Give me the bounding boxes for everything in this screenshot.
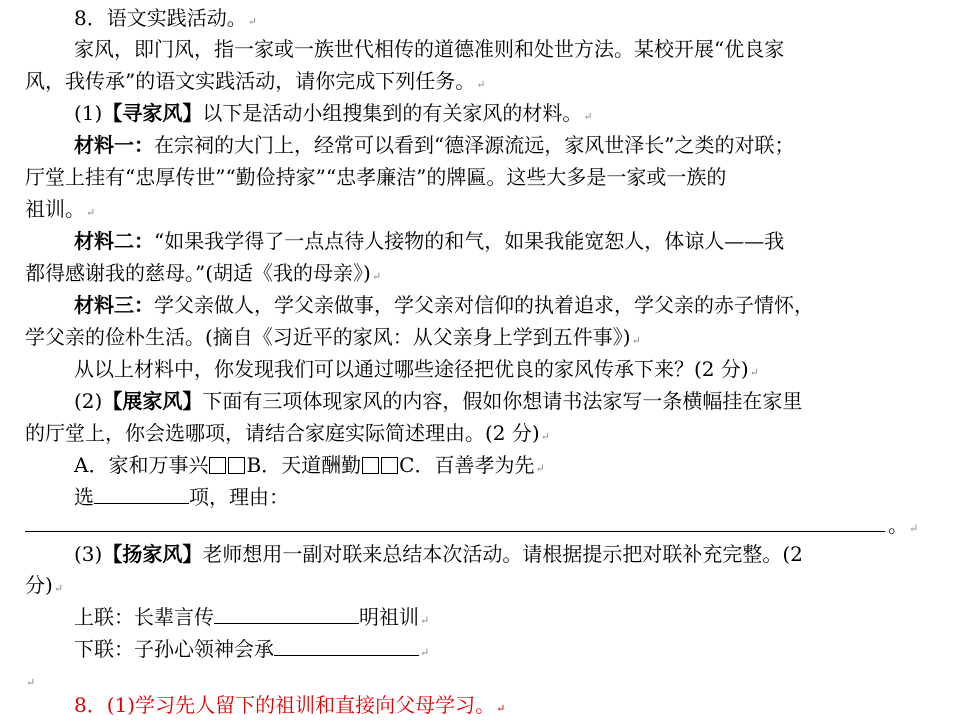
paragraph-mark-icon: ↵ — [631, 334, 641, 347]
paragraph-mark-icon: ↵ — [535, 462, 545, 475]
intro-text-1: 家风，即门风，指一家或一族世代相传的道德准则和处世方法。某校开展“优良家 — [74, 37, 785, 61]
question-title-text: 8．语文实践活动。 — [74, 6, 247, 30]
material-3-line-1 — [74, 291, 814, 319]
task-3-line-2 — [25, 571, 63, 603]
task-2-line-1 — [74, 387, 802, 415]
reason-end — [888, 511, 918, 543]
material-1-line-2 — [25, 163, 726, 191]
task-2-tag: 【展家风】 — [102, 389, 203, 413]
question-number-title — [74, 4, 257, 36]
choose-reason-label: 项，理由： — [189, 485, 289, 509]
task-1-heading — [74, 99, 593, 131]
paragraph-mark-icon: ↵ — [583, 110, 593, 123]
intro-text-2: 风，我传承”的语文实践活动，请你完成下列任务。 — [25, 69, 476, 93]
task-1-tag: 【寻家风】 — [102, 101, 203, 125]
paragraph-mark-icon: ↵ — [540, 430, 550, 443]
paragraph-mark-icon: ↵ — [420, 646, 430, 659]
couplet-upper — [74, 603, 429, 635]
answer-line — [74, 691, 505, 723]
empty-box-icon — [209, 457, 226, 474]
intro-line-1 — [74, 35, 784, 63]
reason-end-mark: 。 — [888, 513, 908, 537]
task-3-tag: 【扬家风】 — [102, 542, 203, 566]
material-1-line-3 — [25, 195, 95, 227]
task-1-number: (1) — [74, 101, 103, 125]
task-2-text-2: 的厅堂上，你会选哪项，请结合家庭实际简述理由。(2 分) — [25, 421, 540, 445]
option-a: A．家和万事兴 — [74, 453, 209, 477]
question-1 — [74, 355, 759, 387]
task-3-line-1 — [74, 540, 803, 568]
material-2-text-1: “如果我学得了一点点待人接物的和气，如果我能宽恕人，体谅人——我 — [154, 229, 785, 253]
couplet-lower-prefix: 下联：子孙心领神会承 — [74, 637, 274, 661]
material-1-text-1: 在宗祠的大门上，经常可以看到“德泽源流远，家风世泽长”之类的对联； — [154, 133, 795, 157]
paragraph-mark-icon: ↵ — [53, 582, 64, 595]
couplet-upper-blank[interactable] — [214, 603, 359, 624]
choose-line — [74, 483, 289, 511]
paragraph-mark-icon: ↵ — [749, 366, 759, 379]
material-1-text-2: 厅堂上挂有“忠厚传世”“勤俭持家”“忠孝廉洁”的牌匾。这些大多是一家或一族的 — [25, 165, 727, 189]
empty-paragraph — [25, 665, 35, 697]
paragraph-mark-icon: ↵ — [420, 614, 430, 627]
paragraph-mark-icon: ↵ — [26, 676, 36, 689]
material-1-label: 材料一： — [74, 133, 154, 157]
empty-box-icon — [381, 457, 398, 474]
task-3-text-2: 分) — [25, 573, 53, 597]
couplet-upper-prefix: 上联：长辈言传 — [74, 605, 214, 629]
material-2-label: 材料二： — [74, 229, 154, 253]
answer-text: (1)学习先人留下的祖训和直接向父母学习。 — [106, 693, 496, 717]
material-2-line-1 — [74, 227, 784, 255]
material-3-label: 材料三： — [74, 293, 154, 317]
task-2-number: (2) — [74, 389, 103, 413]
empty-box-icon — [228, 457, 245, 474]
couplet-lower-blank[interactable] — [274, 635, 419, 656]
paragraph-mark-icon: ↵ — [86, 206, 96, 219]
material-1-line-1 — [74, 131, 794, 159]
material-3-line-2 — [25, 323, 641, 355]
option-c: C．百善孝为先 — [399, 453, 535, 477]
paragraph-mark-icon: ↵ — [909, 522, 919, 535]
question-1-text: 从以上材料中，你发现我们可以通过哪些途径把优良的家风传承下来？(2 分) — [74, 357, 749, 381]
material-3-text-1: 学父亲做人，学父亲做事，学父亲对信仰的执着追求，学父亲的赤子情怀， — [154, 293, 814, 317]
choice-blank[interactable] — [94, 483, 189, 504]
task-3-text-1: 老师想用一副对联来总结本次活动。请根据提示把对联补充完整。(2 — [202, 542, 803, 566]
task-1-text: 以下是活动小组搜集到的有关家风的材料。 — [202, 101, 583, 125]
material-2-text-2: 都得感谢我的慈母。” — [25, 261, 206, 285]
reason-blank[interactable] — [25, 531, 885, 532]
option-b: B．天道酬勤 — [246, 453, 362, 477]
paragraph-mark-icon: ↵ — [371, 270, 382, 283]
choose-prefix: 选 — [74, 485, 94, 509]
couplet-upper-suffix: 明祖训 — [359, 605, 419, 629]
intro-line-2 — [25, 67, 485, 99]
empty-box-icon — [362, 457, 379, 474]
answer-number: 8． — [74, 693, 107, 717]
material-1-text-3: 祖训。 — [25, 197, 85, 221]
paragraph-mark-icon: ↵ — [476, 78, 486, 91]
material-2-source: (胡适《我的母亲》) — [205, 261, 371, 285]
options-line — [74, 451, 545, 483]
paragraph-mark-icon: ↵ — [496, 702, 506, 715]
task-2-text-1: 下面有三项体现家风的内容，假如你想请书法家写一条横幅挂在家里 — [202, 389, 803, 413]
task-3-number: (3) — [74, 542, 103, 566]
paragraph-mark-icon: ↵ — [247, 15, 257, 28]
material-2-line-2 — [25, 259, 381, 291]
material-3-text-2: 学父亲的俭朴生活。(摘自《习近平的家风：从父亲身上学到五件事》) — [25, 325, 631, 349]
task-2-line-2 — [25, 419, 550, 451]
couplet-lower — [74, 635, 429, 667]
